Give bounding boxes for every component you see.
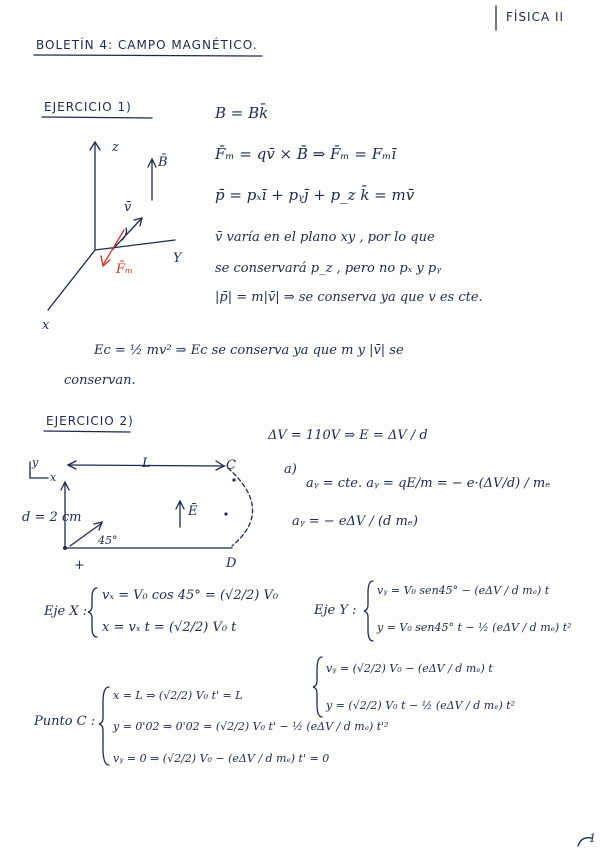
eje-y-label: Eje Y :	[314, 603, 357, 618]
ex1-line-2: p̄ = pₓī + pᵧj̄ + p_z k̄ = mv̄	[215, 186, 415, 204]
x-axis-label: x	[42, 318, 50, 333]
ex1-line-7: conservan.	[64, 373, 136, 388]
v-vector-label: v̄	[124, 200, 132, 215]
mid-line-2: y = (√2/2) V₀ t − ½ (eΔV / d mₑ) t²	[326, 699, 516, 712]
eje-x-label: Eje X :	[44, 604, 88, 619]
ay-result-line: aᵧ = − eΔV / (d mₑ)	[292, 514, 418, 529]
subject-label: FÍSICA II	[506, 10, 565, 24]
ex1-heading: EJERCICIO 1)	[44, 100, 132, 114]
punto-c-line-2: y = 0'02 ⇒ 0'02 = (√2/2) V₀ t' − ½ (eΔV / d mₑ) t'²	[113, 720, 389, 733]
eje-x-brace	[88, 588, 97, 637]
ex2-x-label: x	[50, 471, 57, 484]
eje-x-line-1: vₓ = V₀ cos 45° = (√2/2) V₀	[102, 588, 279, 603]
angle-label: 45°	[98, 534, 118, 547]
mid-line-1: vᵧ = (√2/2) V₀ − (eΔV / d mₑ) t	[326, 662, 493, 675]
mid-brace	[313, 657, 322, 717]
ex1-line-4: se conservará p_z , pero no pₓ y pᵧ	[215, 261, 442, 276]
e-field-label: Ē	[188, 504, 198, 519]
page-number: 1	[589, 832, 596, 845]
c-label: C	[226, 458, 236, 473]
y-axis-label: Y	[173, 251, 182, 266]
ex1-line-6: Ec = ½ mv² ⇒ Ec se conserva ya que m y |v̄| se	[94, 343, 404, 358]
punto-c-brace	[99, 687, 109, 765]
eje-x-line-2: x = vₓ t = (√2/2) V₀ t	[102, 620, 237, 635]
ex1-line-0: B = Bk̄	[215, 104, 269, 122]
eje-y-brace	[364, 581, 373, 641]
ex2-heading: EJERCICIO 2)	[46, 414, 134, 428]
ex1-line-1: F̄ₘ = qv̄ × B̄ ⇒ F̄ₘ = Fₘī	[215, 145, 397, 163]
eje-y-line-2: y = V₀ sen45° t − ½ (eΔV / d mₑ) t²	[377, 621, 572, 634]
d-point-label: D	[226, 556, 237, 571]
origin-point	[63, 546, 67, 550]
b-vector-label: B̄	[158, 155, 168, 170]
punto-c-label: Punto C :	[34, 714, 96, 729]
c-point	[232, 478, 235, 481]
part-a-label: a)	[284, 462, 297, 477]
eje-y-line-1: vᵧ = V₀ sen45° − (eΔV / d mₑ) t	[377, 584, 550, 597]
l-label: L	[142, 456, 151, 471]
ex2-underline	[44, 431, 130, 432]
ex1-underline	[42, 117, 152, 118]
y-axis	[95, 240, 175, 250]
f-vector	[103, 230, 124, 265]
ex1-line-3: v̄ varía en el plano xy , por lo que	[215, 230, 435, 245]
ay-const-line: aᵧ = cte. aᵧ = qE/m = − e·(ΔV/d) / mₑ	[306, 476, 551, 491]
sheet-title: BOLETÍN 4: CAMPO MAGNÉTICO.	[36, 38, 258, 52]
trajectory	[228, 468, 253, 546]
punto-c-line-1: x = L ⇒ (√2/2) V₀ t' = L	[113, 689, 243, 702]
d-distance-label: d = 2 cm	[22, 510, 82, 525]
title-underline	[34, 55, 262, 56]
point-mark	[224, 512, 227, 515]
x-axis	[48, 250, 95, 310]
delta-v-line: ΔV = 110V ⇒ E = ΔV / d	[268, 428, 428, 443]
ex1-line-5: |p̄| = m|v̄| ⇒ se conserva ya que v es cte.	[215, 290, 483, 305]
plus-label: +	[74, 558, 85, 573]
f-vector-label: F̄ₘ	[116, 262, 133, 277]
z-axis-label: z	[112, 140, 119, 155]
punto-c-line-3: vᵧ = 0 ⇒ (√2/2) V₀ − (eΔV / d mₑ) t' = 0	[113, 752, 330, 765]
ex2-y-label: y	[32, 456, 39, 469]
